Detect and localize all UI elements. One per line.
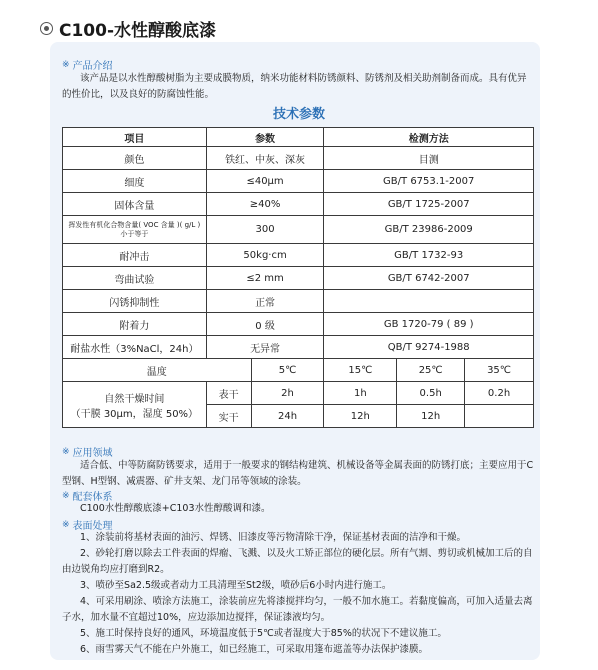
list-item: 4、可采用刷涂、喷涂方法施工，涂装前应先将漆搅拌均匀，一般不加水施工。若黏度偏高，可加入适量去离子水，加水量不宜超过10%，应边添加边搅拌，保证漆液均匀。	[62, 596, 533, 623]
drying-label-line1: 自然干燥时间	[104, 393, 165, 405]
bullet-circle-icon	[40, 22, 53, 35]
row-item: 耐盐水性（3%NaCl，24h）	[63, 336, 207, 359]
table-header-row	[63, 128, 534, 147]
table-row	[63, 290, 534, 313]
table-row	[63, 147, 534, 170]
row-item: 固体含量	[63, 193, 207, 216]
table-row	[63, 336, 534, 359]
temp-cell: 15℃	[324, 359, 397, 382]
table-row	[63, 193, 534, 216]
row-param: 无异常	[206, 336, 324, 359]
row-item: 耐冲击	[63, 244, 207, 267]
row-item: 弯曲试验	[63, 267, 207, 290]
hard-dry-cell: 12h	[324, 405, 397, 428]
row-item: 挥发性有机化合物含量( VOC 含量 )( g/L )小于等于	[63, 216, 207, 244]
asterisk-icon: ※	[62, 490, 70, 501]
intro-heading	[62, 57, 113, 72]
row-param: 正常	[206, 290, 324, 313]
surface-dry-cell: 0.2h	[465, 382, 534, 405]
list-item: 6、雨雪雾天气不能在户外施工，如已经施工，可采取用篷布遮盖等办法保护漆膜。	[80, 644, 429, 655]
list-item: 5、施工时保持良好的通风，环境温度低于5℃或者湿度大于85%的状况下不建议施工。	[80, 628, 447, 639]
list-item: 1、涂装前将基材表面的油污、焊锈、旧漆皮等污物清除干净，保证基材表面的洁净和干燥。	[80, 532, 467, 543]
table-row	[63, 244, 534, 267]
match-heading-label: 配套体系	[72, 492, 113, 503]
drying-label-line2: （干膜 30μm，湿度 50%）	[70, 408, 199, 420]
header-param: 参数	[206, 128, 324, 147]
apply-heading	[62, 444, 113, 459]
surface-dry-cell: 2h	[251, 382, 324, 405]
hard-dry-cell: 24h	[251, 405, 324, 428]
row-param: ≤2 mm	[206, 267, 324, 290]
header-method: 检测方法	[324, 128, 534, 147]
table-row	[63, 216, 534, 244]
page-title	[40, 16, 216, 41]
row-param: ≥40%	[206, 193, 324, 216]
surface-heading-label: 表面处理	[72, 521, 113, 532]
row-method	[324, 290, 534, 313]
title-text: C100-水性醇酸底漆	[59, 21, 217, 41]
row-method: QB/T 9274-1988	[324, 336, 534, 359]
row-method: GB/T 1732-93	[324, 244, 534, 267]
asterisk-icon: ※	[62, 59, 70, 70]
row-method: 目测	[324, 147, 534, 170]
table-row	[63, 267, 534, 290]
row-method: GB 1720-79 ( 89 )	[324, 313, 534, 336]
row-param: 300	[206, 216, 324, 244]
header-item: 项目	[63, 128, 207, 147]
row-method: GB/T 6742-2007	[324, 267, 534, 290]
drying-time-label	[63, 382, 207, 428]
asterisk-icon: ※	[62, 446, 70, 457]
temperature-row	[63, 359, 534, 382]
asterisk-icon: ※	[62, 519, 70, 530]
row-item: 附着力	[63, 313, 207, 336]
surface-dry-cell: 0.5h	[397, 382, 465, 405]
hard-dry-cell: 12h	[397, 405, 465, 428]
temp-cell: 5℃	[251, 359, 324, 382]
row-item: 颜色	[63, 147, 207, 170]
intro-text: 该产品是以水性醇酸树脂为主要成膜物质，纳米功能材料防锈颜料、防锈剂及相关助剂制备而成。具有优异的性价比，以及良好的防腐蚀性能。	[62, 73, 527, 100]
row-method: GB/T 1725-2007	[324, 193, 534, 216]
apply-heading-label: 应用领域	[72, 448, 113, 459]
table-row	[63, 170, 534, 193]
list-item: 2、砂轮打磨以除去工件表面的焊瘤、飞溅、以及火工矫正部位的硬化层。所有气割、剪切或机械加工后的自由边锐角均应打磨到R2。	[62, 548, 533, 575]
row-item: 细度	[63, 170, 207, 193]
tech-params-title: 技术参数	[272, 107, 325, 122]
row-param: ≤40μm	[206, 170, 324, 193]
row-method: GB/T 6753.1-2007	[324, 170, 534, 193]
list-item: 3、喷砂至Sa2.5级或者动力工具清理至St2级，喷砂后6小时内进行施工。	[80, 580, 392, 591]
apply-text: 适合低、中等防腐防锈要求，适用于一般要求的钢结构建筑、机械设备等金属表面的防锈打底；主要应用于C型钢、H型钢、减震器、矿井支架、龙门吊等领域的涂装。	[62, 460, 534, 487]
hard-dry-cell	[465, 405, 534, 428]
surface-dry-cell: 1h	[324, 382, 397, 405]
row-param: 0 级	[206, 313, 324, 336]
match-text: C100水性醇酸底漆+C103水性醇酸调和漆。	[80, 503, 271, 514]
row-param: 铁红、中灰、深灰	[206, 147, 324, 170]
row-method: GB/T 23986-2009	[324, 216, 534, 244]
row-item: 闪锈抑制性	[63, 290, 207, 313]
temp-label: 温度	[63, 359, 252, 382]
intro-heading-label: 产品介绍	[72, 61, 113, 72]
tech-params-table	[62, 127, 534, 428]
temp-cell: 25℃	[397, 359, 465, 382]
row-param: 50kg·cm	[206, 244, 324, 267]
hard-dry-label: 实干	[206, 405, 251, 428]
surface-dry-row	[63, 382, 534, 405]
surface-list	[62, 530, 534, 658]
table-row	[63, 313, 534, 336]
surface-dry-label: 表干	[206, 382, 251, 405]
temp-cell: 35℃	[465, 359, 534, 382]
